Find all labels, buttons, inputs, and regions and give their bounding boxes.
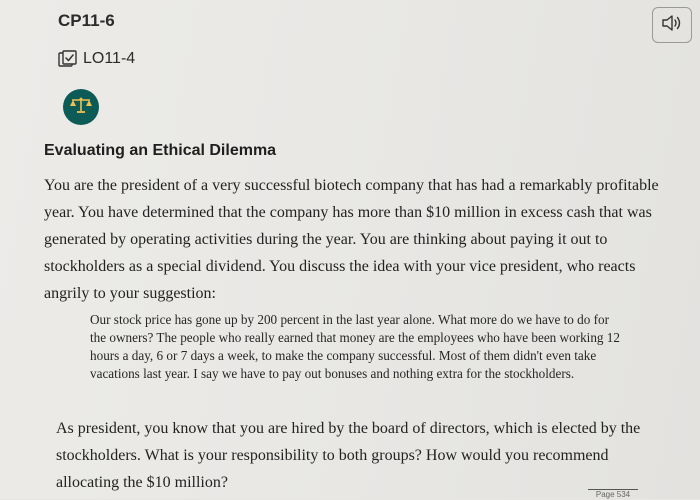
scales-icon (69, 96, 93, 119)
audio-button[interactable] (652, 7, 692, 43)
ethics-badge (63, 89, 99, 125)
section-heading: Evaluating an Ethical Dilemma (44, 142, 277, 159)
learning-objective-label: LO11-4 (83, 50, 136, 67)
question-paragraph: As president, you know that you are hired by the board of directors, which is elected by the stockholders. What is your responsibility to both groups? How would you recommend allocating the $10 million? (56, 420, 641, 491)
checklist-icon (58, 50, 78, 68)
speaker-icon (661, 14, 683, 37)
intro-paragraph: You are the president of a very successful biotech company that has had a remarkably profitable year. You have determined that the company has more than $10 million in excess cash that was generated by operating activities during the year. You are thinking about paying it out to stockholders as a special dividend. You discuss the idea with your vice president, who reacts angrily to your suggestion: (44, 177, 659, 302)
vice-president-quote: Our stock price has gone up by 200 percent in the last year alone. What more do we have to do for the owners? The people who really earned that money are the employees who have been working 12 hours a day, 6 or 7 days a week, to make the company successful. Most of them didn't even take vacations last year. I say we have to pay out bonuses and nothing extra for the stockholders. (90, 312, 620, 381)
page-number: Page 534 (588, 489, 638, 500)
problem-id: CP11-6 (58, 11, 115, 30)
learning-objective (58, 50, 135, 68)
